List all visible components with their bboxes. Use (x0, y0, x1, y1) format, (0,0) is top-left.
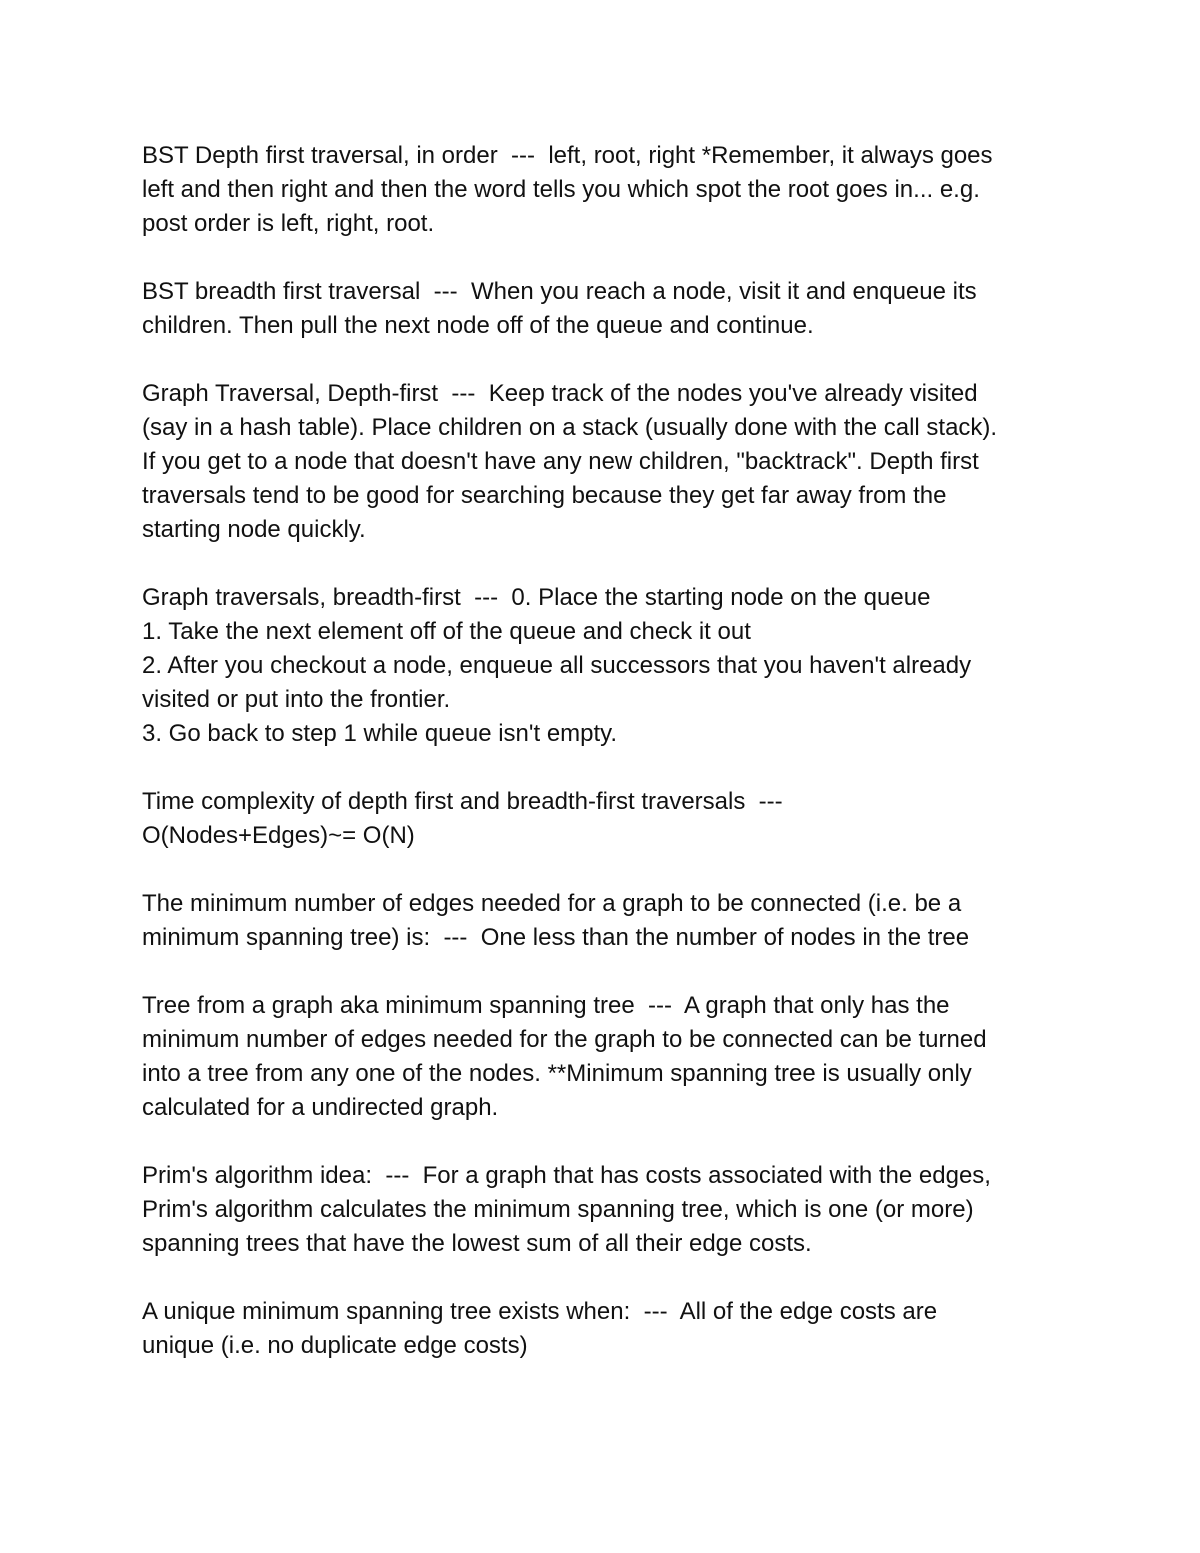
text-line: post order is left, right, root. (142, 210, 435, 237)
flashcard-entry-time-complexity (142, 785, 1072, 853)
text-line: minimum number of edges needed for the graph to be connected can be turned (142, 1026, 987, 1053)
flashcard-entry-graph-depth-first (142, 377, 1072, 547)
text-line: BST Depth first traversal, in order --- left, root, right *Remember, it always goes (142, 142, 993, 169)
flashcard-entry-tree-from-graph (142, 989, 1072, 1125)
flashcard-entry-bst-depth-first (142, 139, 1072, 241)
text-line: 2. After you checkout a node, enqueue all successors that you haven't already (142, 652, 972, 679)
text-line: Time complexity of depth first and breadth-first traversals --- (142, 788, 783, 815)
text-line: Graph traversals, breadth-first --- 0. Place the starting node on the queue (142, 584, 931, 611)
flashcard-entry-minimum-edges (142, 887, 1072, 955)
flashcard-entry-prims-algorithm (142, 1159, 1072, 1261)
text-line: Prim's algorithm calculates the minimum spanning tree, which is one (or more) (142, 1196, 974, 1223)
text-line: minimum spanning tree) is: --- One less than the number of nodes in the tree (142, 924, 970, 951)
text-line: BST breadth first traversal --- When you reach a node, visit it and enqueue its (142, 278, 977, 305)
text-line: unique (i.e. no duplicate edge costs) (142, 1332, 528, 1359)
document-body (142, 139, 1072, 1397)
text-line: visited or put into the frontier. (142, 686, 451, 713)
text-line: calculated for a undirected graph. (142, 1094, 499, 1121)
text-line: 1. Take the next element off of the queue and check it out (142, 618, 751, 645)
flashcard-entry-graph-breadth-first (142, 581, 1072, 751)
text-line: If you get to a node that doesn't have any new children, "backtrack". Depth first (142, 448, 979, 475)
text-line: Graph Traversal, Depth-first --- Keep track of the nodes you've already visited (142, 380, 978, 407)
text-line: The minimum number of edges needed for a graph to be connected (i.e. be a (142, 890, 962, 917)
flashcard-entry-bst-breadth-first (142, 275, 1072, 343)
text-line: 3. Go back to step 1 while queue isn't empty. (142, 720, 618, 747)
text-line: traversals tend to be good for searching because they get far away from the (142, 482, 947, 509)
flashcard-entry-unique-mst (142, 1295, 1072, 1363)
text-line: Tree from a graph aka minimum spanning tree --- A graph that only has the (142, 992, 950, 1019)
text-line: into a tree from any one of the nodes. **Minimum spanning tree is usually only (142, 1060, 972, 1087)
text-line: children. Then pull the next node off of the queue and continue. (142, 312, 814, 339)
text-line: Prim's algorithm idea: --- For a graph that has costs associated with the edges, (142, 1162, 991, 1189)
text-line: (say in a hash table). Place children on a stack (usually done with the call stack). (142, 414, 998, 441)
text-line: O(Nodes+Edges)~= O(N) (142, 822, 415, 849)
text-line: spanning trees that have the lowest sum of all their edge costs. (142, 1230, 812, 1257)
text-line: left and then right and then the word tells you which spot the root goes in... e.g. (142, 176, 980, 203)
text-line: A unique minimum spanning tree exists when: --- All of the edge costs are (142, 1298, 938, 1325)
text-line: starting node quickly. (142, 516, 366, 543)
